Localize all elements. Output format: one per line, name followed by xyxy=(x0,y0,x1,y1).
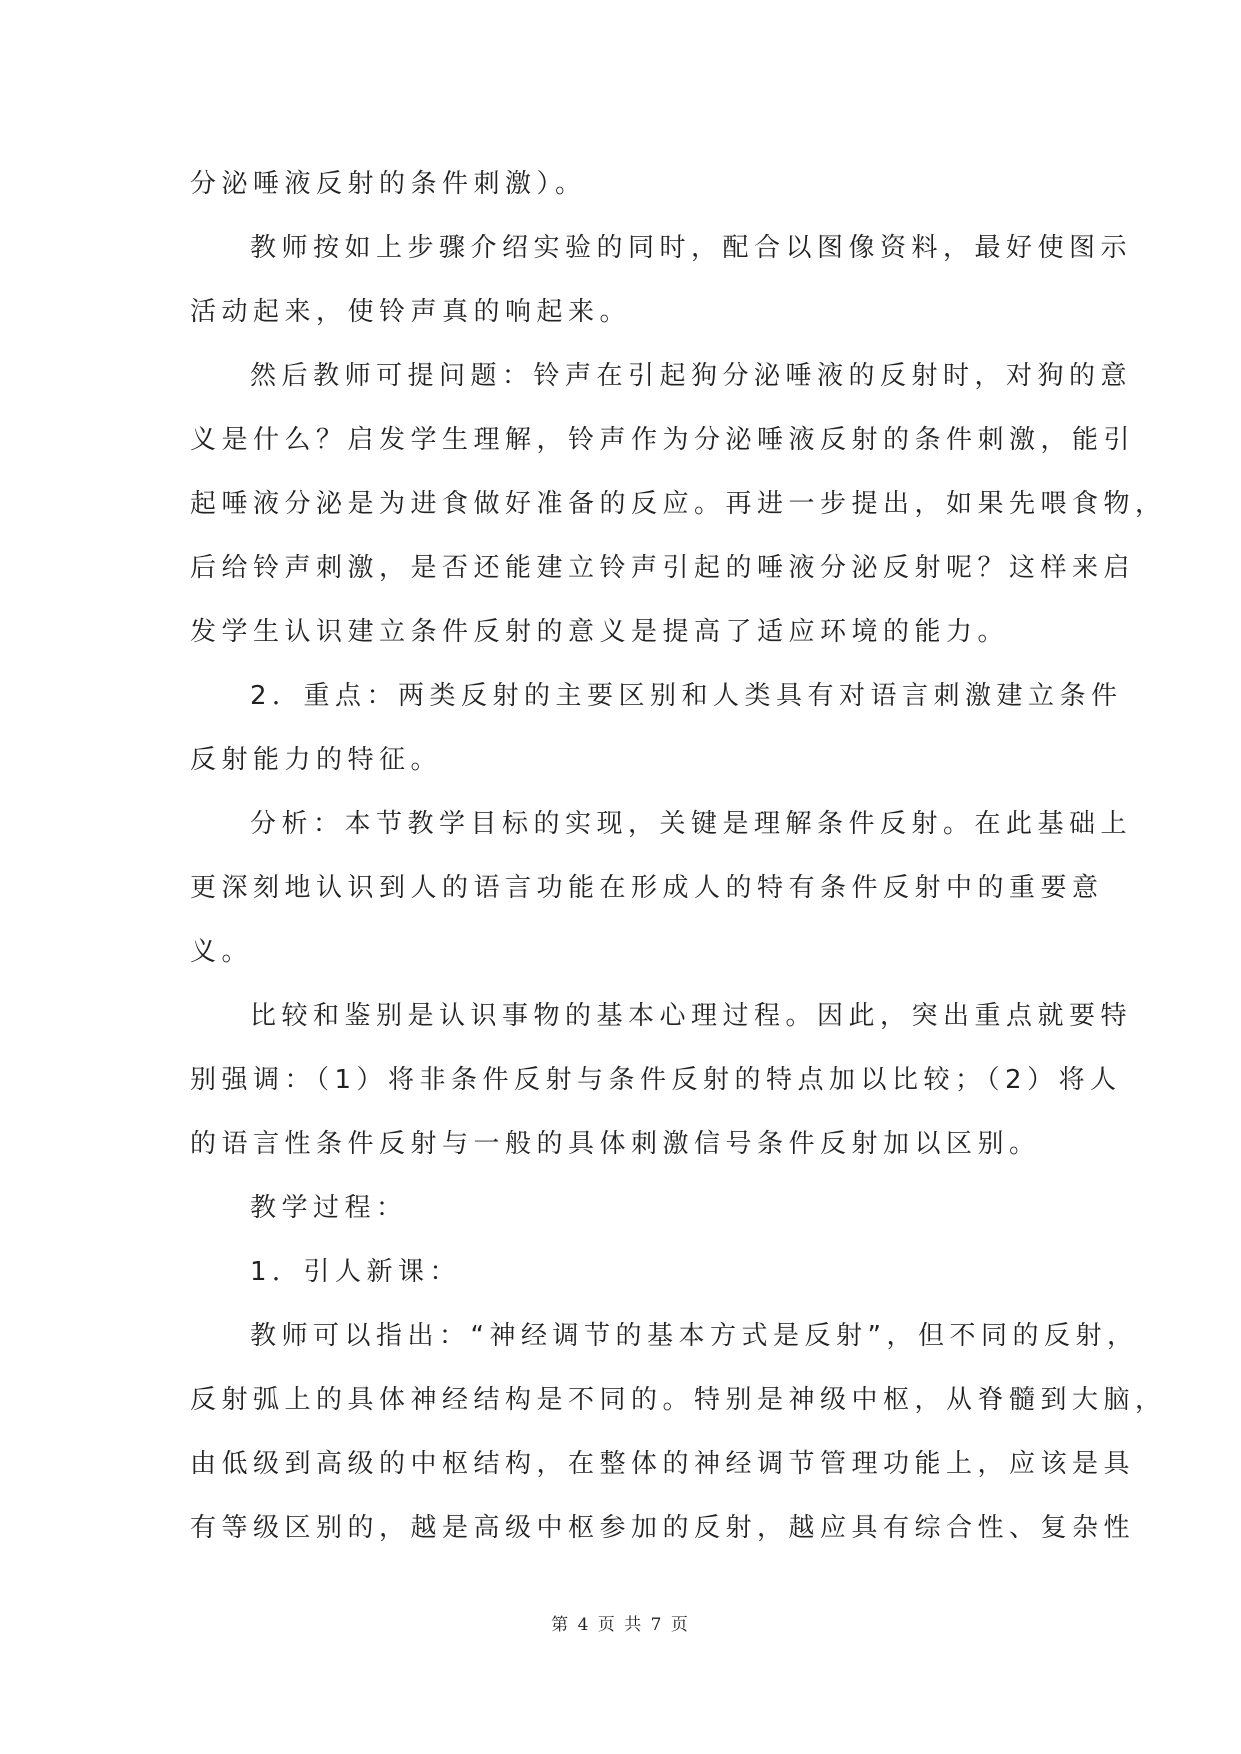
text-line: 分析：本节教学目标的实现，关键是理解条件反射。在此基础上 xyxy=(250,809,1133,839)
text-line: 后给铃声刺激，是否还能建立铃声引起的唾液分泌反射呢？这样来启 xyxy=(190,553,1136,583)
paragraph xyxy=(190,152,1050,216)
text-line: 的语言性条件反射与一般的具体刺激信号条件反射加以区别。 xyxy=(190,1129,1041,1159)
text-line: 反射弧上的具体神经结构是不同的。特别是神级中枢，从脊髓到大脑， xyxy=(190,1385,1167,1415)
text-line: 教师按如上步骤介绍实验的同时，配合以图像资料，最好使图示 xyxy=(250,233,1133,263)
text-line: 更深刻地认识到人的语言功能在形成人的特有条件反射中的重要意 xyxy=(190,873,1104,903)
text-line: 有等级区别的，越是高级中枢参加的反射，越应具有综合性、复杂性 xyxy=(190,1513,1136,1543)
text-line: 活动起来，使铃声真的响起来。 xyxy=(190,297,632,327)
text-line: 比较和鉴别是认识事物的基本心理过程。因此，突出重点就要特 xyxy=(250,1001,1133,1031)
text-line: 别强调：（1）将非条件反射与条件反射的特点加以比较；（2）将人 xyxy=(190,1065,1122,1095)
paragraph xyxy=(190,664,1123,792)
text-line: 义是什么？启发学生理解，铃声作为分泌唾液反射的条件刺激，能引 xyxy=(190,425,1136,455)
paragraph xyxy=(190,1304,1167,1560)
text-line: 分泌唾液反射的条件刺激）。 xyxy=(190,169,587,199)
text-line: 然后教师可提问题：铃声在引起狗分泌唾液的反射时，对狗的意 xyxy=(250,361,1133,391)
paragraph xyxy=(190,792,1133,984)
text-line: 教师可以指出：“神经调节的基本方式是反射”，但不同的反射， xyxy=(250,1321,1139,1351)
text-line: 1．引人新课： xyxy=(250,1257,462,1287)
text-line: 教学过程： xyxy=(250,1193,408,1223)
text-line: 2．重点：两类反射的主要区别和人类具有对语言刺激建立条件 xyxy=(250,681,1123,711)
document-body xyxy=(190,152,1167,1560)
text-line: 由低级到高级的中枢结构，在整体的神经调节管理功能上，应该是具 xyxy=(190,1449,1136,1479)
paragraph xyxy=(190,1240,1050,1304)
page-footer: 第 4 页 共 7 页 xyxy=(551,1615,690,1635)
paragraph xyxy=(190,216,1133,344)
text-line: 发学生认识建立条件反射的意义是提高了适应环境的能力。 xyxy=(190,617,1010,647)
text-line: 反射能力的特征。 xyxy=(190,745,443,775)
paragraph xyxy=(190,1176,1050,1240)
text-line: 义。 xyxy=(190,937,254,967)
text-line: 起唾液分泌是为进食做好准备的反应。再进一步提出，如果先喂食物， xyxy=(190,489,1167,519)
paragraph xyxy=(190,984,1133,1176)
paragraph xyxy=(190,344,1167,664)
